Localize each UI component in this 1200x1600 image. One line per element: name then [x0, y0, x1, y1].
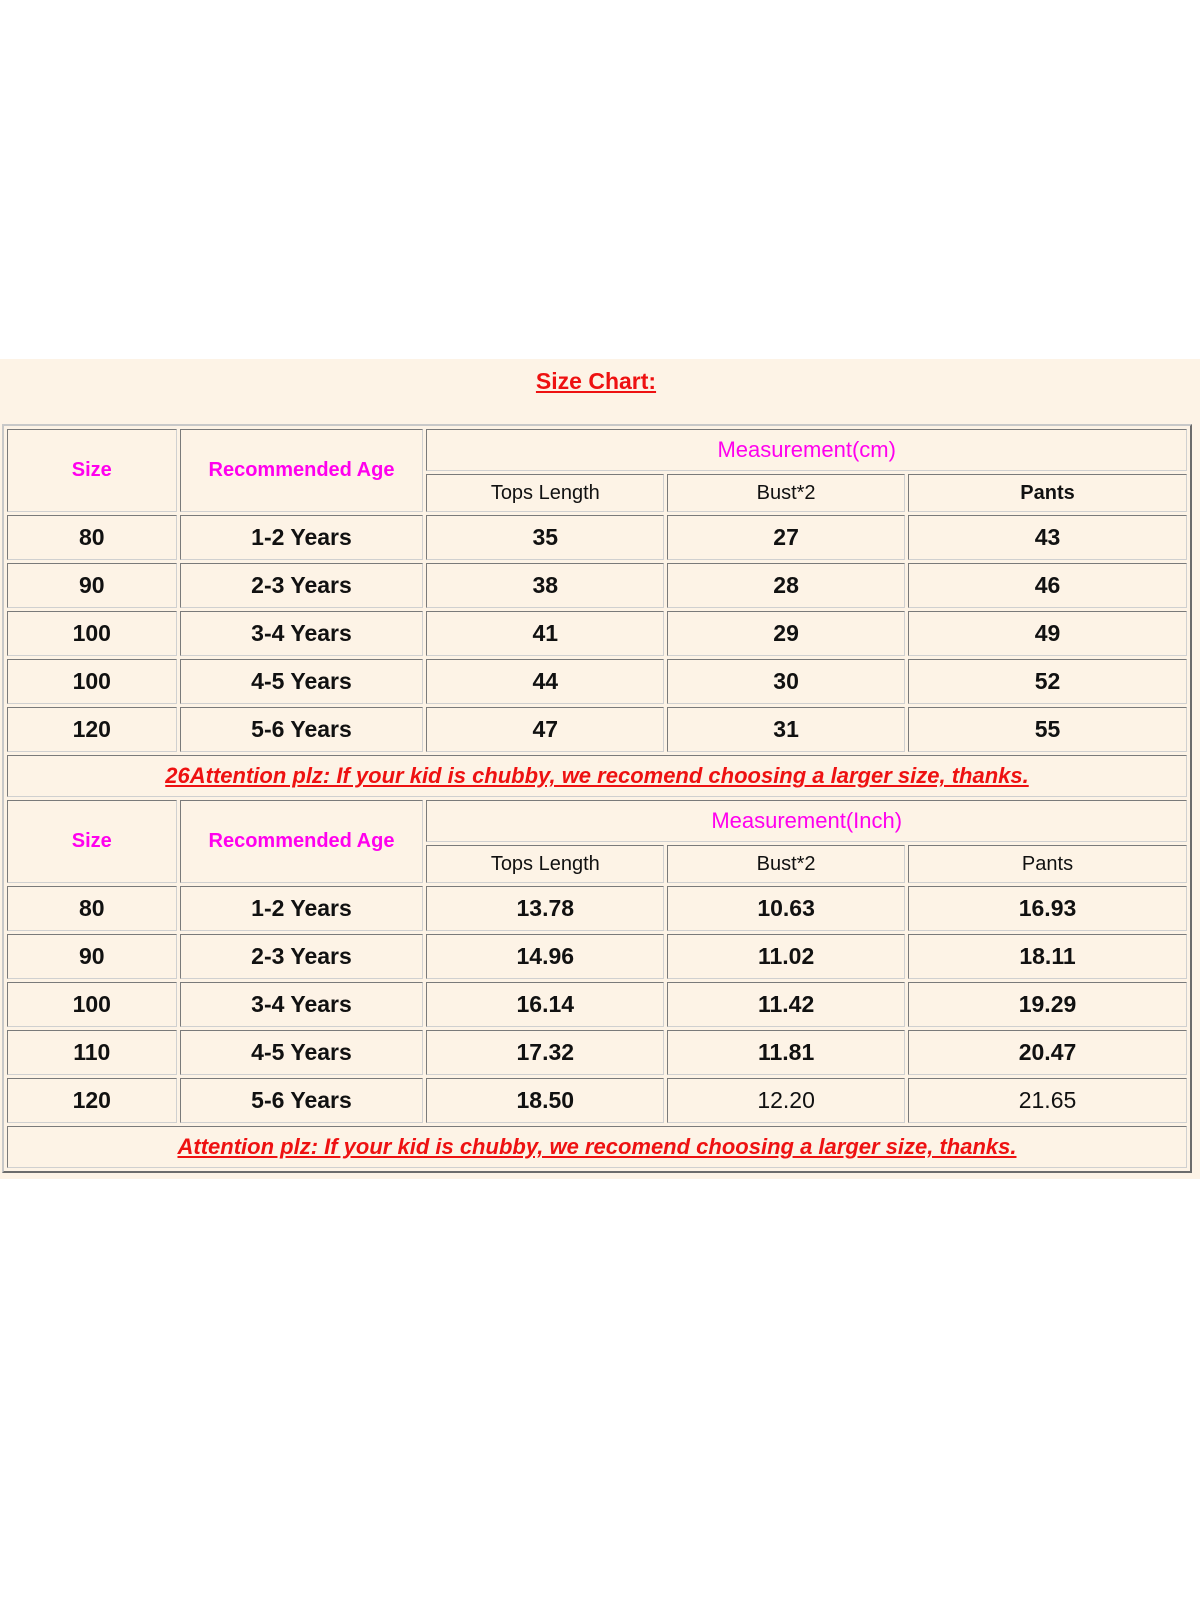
inch-measurement-header: Measurement(Inch): [426, 800, 1187, 842]
age-cell: 5-6 Years: [180, 707, 424, 752]
cm-size-header: Size: [7, 429, 177, 512]
inch-attention-note: Attention plz: If your kid is chubby, we recomend choosing a larger size, thanks.: [7, 1126, 1187, 1168]
bust-cell: 11.81: [667, 1030, 905, 1075]
table-row: [7, 886, 1187, 931]
bust-cell: 29: [667, 611, 905, 656]
table-row: [7, 515, 1187, 560]
inch-age-header: Recommended Age: [180, 800, 424, 883]
tops-length-cell: 41: [426, 611, 664, 656]
tops-length-cell: 14.96: [426, 934, 664, 979]
bust-cell: 27: [667, 515, 905, 560]
size-cell: 80: [7, 886, 177, 931]
bust-cell: 11.02: [667, 934, 905, 979]
inch-size-header: Size: [7, 800, 177, 883]
table-row: [7, 611, 1187, 656]
cm-bust-header: Bust*2: [667, 474, 905, 512]
age-cell: 3-4 Years: [180, 982, 424, 1027]
table-row: [7, 707, 1187, 752]
size-chart-panel: [0, 359, 1200, 1179]
tops-length-cell: 17.32: [426, 1030, 664, 1075]
cm-attention-note: 26Attention plz: If your kid is chubby, we recomend choosing a larger size, thanks.: [7, 755, 1187, 797]
cm-age-header: Recommended Age: [180, 429, 424, 512]
age-cell: 1-2 Years: [180, 515, 424, 560]
age-cell: 5-6 Years: [180, 1078, 424, 1123]
age-cell: 2-3 Years: [180, 934, 424, 979]
pants-cell: 19.29: [908, 982, 1187, 1027]
bust-cell: 30: [667, 659, 905, 704]
size-cell: 90: [7, 563, 177, 608]
cm-pants-header: Pants: [908, 474, 1187, 512]
size-cell: 110: [7, 1030, 177, 1075]
tops-length-cell: 38: [426, 563, 664, 608]
tops-length-cell: 13.78: [426, 886, 664, 931]
size-cell: 80: [7, 515, 177, 560]
bust-cell: 31: [667, 707, 905, 752]
pants-cell: 49: [908, 611, 1187, 656]
cm-note-row: [7, 755, 1187, 797]
pants-cell: 46: [908, 563, 1187, 608]
age-cell: 4-5 Years: [180, 1030, 424, 1075]
inch-note-row: [7, 1126, 1187, 1168]
size-cell: 100: [7, 982, 177, 1027]
cm-tops-length-header: Tops Length: [426, 474, 664, 512]
cm-header-row: [7, 429, 1187, 471]
table-row: [7, 982, 1187, 1027]
age-cell: 4-5 Years: [180, 659, 424, 704]
table-row: [7, 563, 1187, 608]
tops-length-cell: 16.14: [426, 982, 664, 1027]
inch-bust-header: Bust*2: [667, 845, 905, 883]
tops-length-cell: 35: [426, 515, 664, 560]
size-cell: 120: [7, 707, 177, 752]
age-cell: 1-2 Years: [180, 886, 424, 931]
size-cell: 120: [7, 1078, 177, 1123]
age-cell: 3-4 Years: [180, 611, 424, 656]
pants-cell: 55: [908, 707, 1187, 752]
inch-header-row: [7, 800, 1187, 842]
tops-length-cell: 47: [426, 707, 664, 752]
size-cell: 100: [7, 611, 177, 656]
table-row: [7, 1078, 1187, 1123]
table-row: [7, 1030, 1187, 1075]
pants-cell: 18.11: [908, 934, 1187, 979]
size-cell: 100: [7, 659, 177, 704]
size-cell: 90: [7, 934, 177, 979]
age-cell: 2-3 Years: [180, 563, 424, 608]
pants-cell: 52: [908, 659, 1187, 704]
tops-length-cell: 44: [426, 659, 664, 704]
pants-cell: 43: [908, 515, 1187, 560]
table-row: [7, 934, 1187, 979]
tops-length-cell: 18.50: [426, 1078, 664, 1123]
bust-cell: 12.20: [667, 1078, 905, 1123]
bust-cell: 11.42: [667, 982, 905, 1027]
chart-title: Size Chart:: [535, 368, 657, 394]
pants-cell: 20.47: [908, 1030, 1187, 1075]
pants-cell: 21.65: [908, 1078, 1187, 1123]
cm-measurement-header: Measurement(cm): [426, 429, 1187, 471]
bust-cell: 10.63: [667, 886, 905, 931]
size-table: [2, 424, 1192, 1173]
inch-pants-header: Pants: [908, 845, 1187, 883]
table-row: [7, 659, 1187, 704]
bust-cell: 28: [667, 563, 905, 608]
inch-tops-length-header: Tops Length: [426, 845, 664, 883]
pants-cell: 16.93: [908, 886, 1187, 931]
